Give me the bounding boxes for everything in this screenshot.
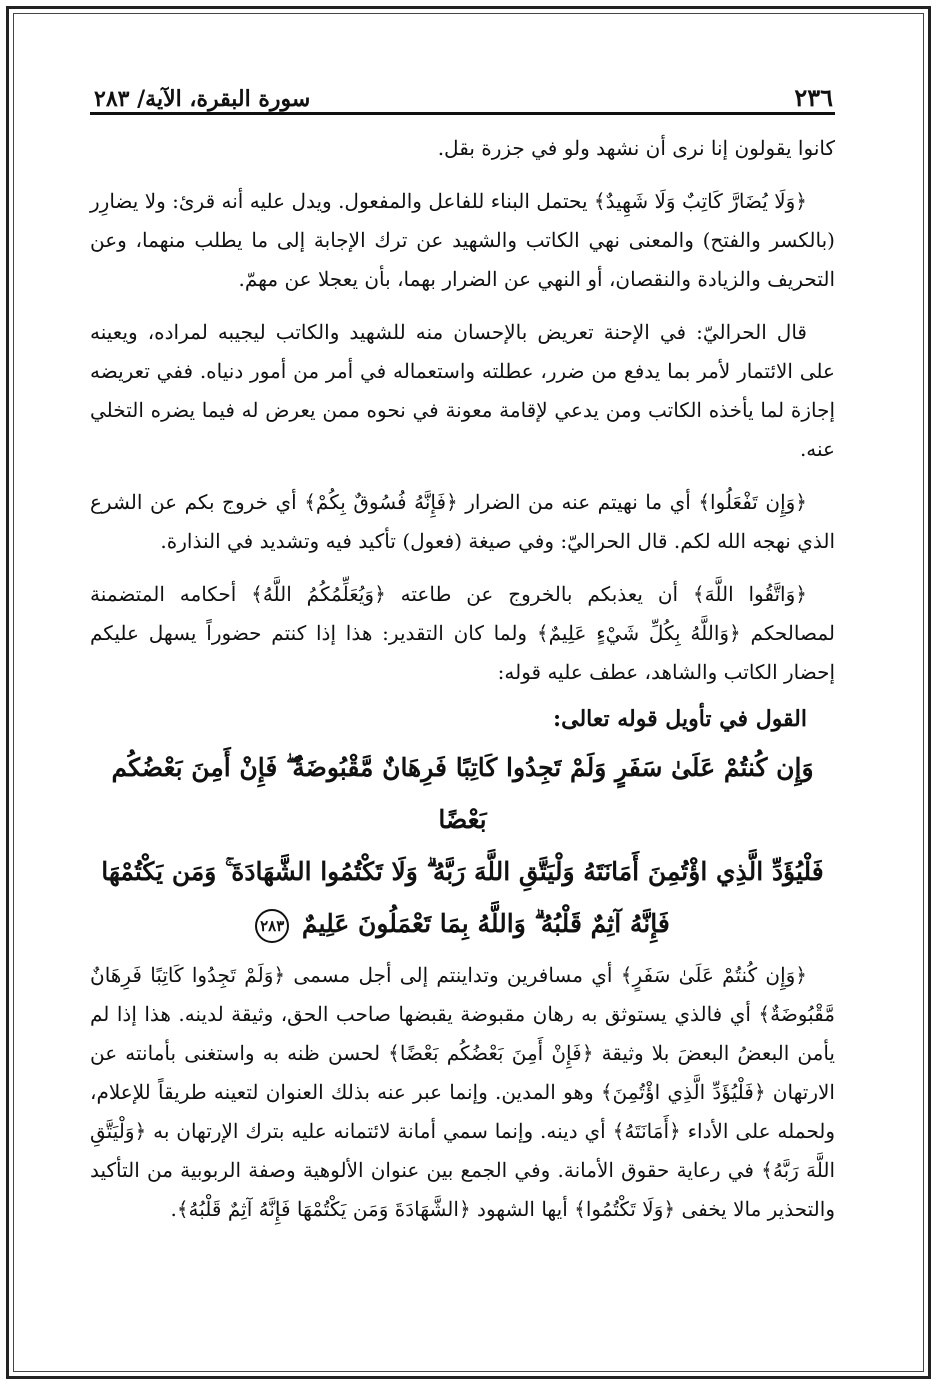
paragraph-6: ﴿وَإِن كُنتُمْ عَلَىٰ سَفَرٍ﴾ أي مسافرين وتداينتم إلى أجل مسمى ﴿وَلَمْ تَجِدُوا كَاتِبًا فَرِهَانٌ مَّقْبُوضَةٌ﴾ أي فالذي يستوثق به رهان مقبوضة يقبضها صاحب الحق، وثيقة لدينه. هذا إذا لم يأمن البعضُ البعضَ بلا وثيقة ﴿فَإِنْ أَمِنَ بَعْضُكُم بَعْضًا﴾ لحسن ظنه به واستغنى بأمانته عن الارتهان ﴿فَلْيُؤَدِّ الَّذِي اؤْتُمِنَ﴾ وهو المدين. وإنما عبر عنه بذلك العنوان لتعينه طريقاً للإعلام، ولحمله على الأداء ﴿أَمَانَتَهُ﴾ أي دينه. وإنما سمي أمانة لائتمانه عليه بترك الإرتهان به ﴿وَلْيَتَّقِ اللَّهَ رَبَّهُ﴾ في رعاية حقوق الأمانة. وفي الجمع بين عنوان الألوهية وصفة الربوبية من التأكيد والتحذير مالا يخفى ﴿وَلَا تَكْتُمُوا﴾ أيها الشهود ﴿الشَّهَادَةَ وَمَن يَكْتُمْهَا فَإِنَّهُ آثِمٌ قَلْبُهُ﴾. xyxy=(90,963,835,1221)
paragraph-1: كانوا يقولون إنا نرى أن نشهد ولو في جزرة بقل. xyxy=(437,136,835,160)
verse-line-1: وَإِن كُنتُمْ عَلَىٰ سَفَرٍ وَلَمْ تَجِدُوا كَاتِبًا فَرِهَانٌ مَّقْبُوضَةٌ ۖ فَإِنْ أَمِنَ بَعْضُكُم بَعْضًا xyxy=(111,753,814,834)
page-body xyxy=(90,115,835,1229)
page-number: ٢٣٦ xyxy=(794,83,833,112)
paragraph-2: ﴿وَلَا يُضَارَّ كَاتِبٌ وَلَا شَهِيدٌ﴾ يحتمل البناء للفاعل والمفعول. ويدل عليه أنه قرئ: ولا يضارِر (بالكسر والفتح) والمعنى نهي الكاتب والشهيد عن ترك الإجابة إلى ما يطلب منهما، وعن التحريف والزيادة والنقصان، أو النهي عن الضرار بهما، بأن يعجلا عن مهمّ. xyxy=(90,189,835,291)
verse-line-3-text: فَإِنَّهُ آثِمٌ قَلْبُهُ ۗ وَاللَّهُ بِمَا تَعْمَلُونَ عَلِيمٌ xyxy=(301,909,670,938)
paragraph-4: ﴿وَإِن تَفْعَلُوا﴾ أي ما نهيتم عنه من الضرار ﴿فَإِنَّهُ فُسُوقٌ بِكُمْ﴾ أي خروج بكم عن الشرع الذي نهجه الله لكم. قال الحراليّ: وفي صيغة (فعول) تأكيد فيه وتشديد في النذارة. xyxy=(90,490,835,553)
quran-verse xyxy=(90,742,835,950)
section-heading: القول في تأويل قوله تعالى: xyxy=(553,706,807,732)
book-page xyxy=(90,60,835,1330)
ayah-number-marker: ٢٨٣ xyxy=(255,909,289,943)
running-title: سورة البقرة، الآية/ ٢٨٣ xyxy=(94,86,311,112)
paragraph-5: ﴿وَاتَّقُوا اللَّهَ﴾ أن يعذبكم بالخروج عن طاعته ﴿وَيُعَلِّمُكُمُ اللَّهُ﴾ أحكامه المتضمنة لمصالحكم ﴿وَاللَّهُ بِكُلِّ شَيْءٍ عَلِيمٌ﴾ ولما كان التقدير: هذا إذا كنتم حضوراً يسهل عليكم إحضار الكاتب والشاهد، عطف عليه قوله: xyxy=(90,582,835,684)
verse-line-3 xyxy=(90,898,835,950)
verse-line-2: فَلْيُؤَدِّ الَّذِي اؤْتُمِنَ أَمَانَتَهُ وَلْيَتَّقِ اللَّهَ رَبَّهُ ۗ وَلَا تَكْتُمُوا الشَّهَادَةَ ۚ وَمَن يَكْتُمْهَا xyxy=(101,857,824,886)
paragraph-3: قال الحراليّ: في الإحنة تعريض بالإحسان منه للشهيد والكاتب ليجيبه لمراده، ويعينه على الائتمار لأمر بما يدفع من ضرر، عطلته واستعماله في أمر من أمور دنياه. ففي تعريضه إجازة لما يأخذه الكاتب ومن يدعي لإقامة معونة في نحوه ممن يعرض له فيما يضره التخلي عنه. xyxy=(90,320,835,461)
page-header xyxy=(90,60,835,115)
